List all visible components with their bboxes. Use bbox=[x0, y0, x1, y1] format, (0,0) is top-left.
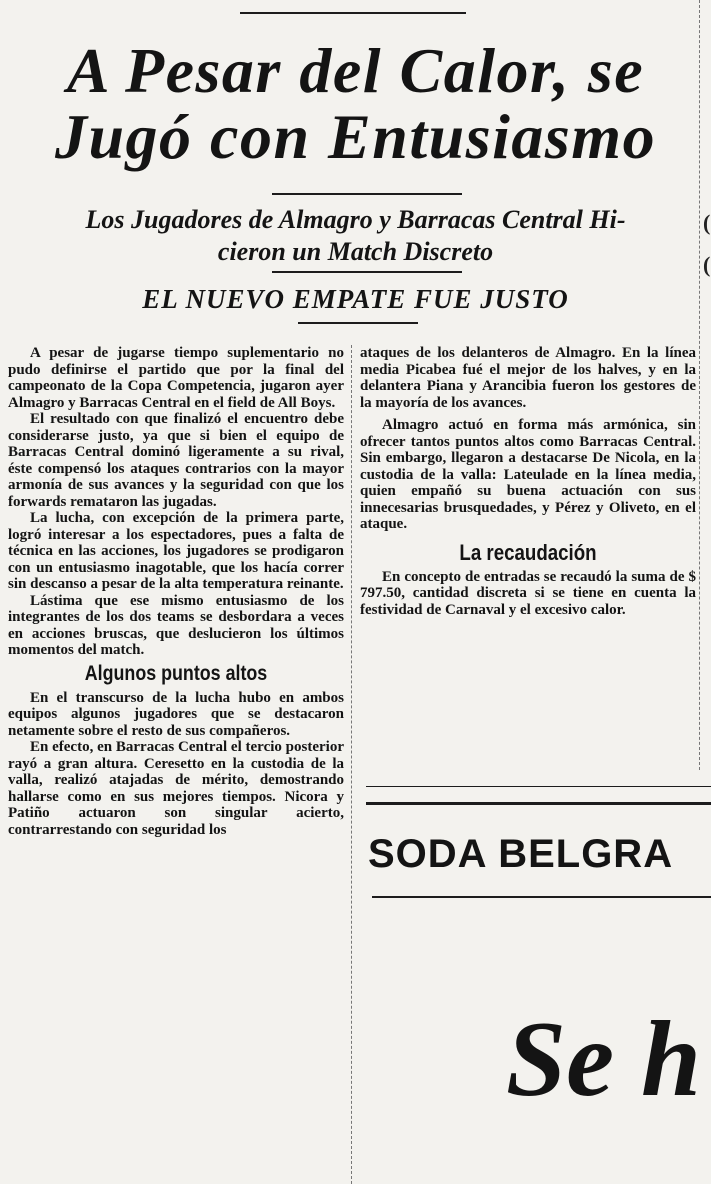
headline-divider bbox=[272, 193, 462, 195]
paragraph: En concepto de entradas se recaudó la suma de $ 797.50, cantidad discreta si se tiene en cuenta la festividad de Carnaval y el excesivo calor. bbox=[360, 568, 696, 618]
deck-headline: EL NUEVO EMPATE FUE JUSTO bbox=[142, 284, 569, 314]
section-heading: Algunos puntos altos bbox=[84, 661, 268, 685]
edge-mark: ( bbox=[703, 252, 711, 277]
paragraph: Almagro actuó en forma más armónica, sin ofrecer tantos puntos altos como Barracas Central. Sin embargo, llegaron a destacarse De Nicola, en la custodia de la valla: Lateulade en la línea media, quien empañó su buena actuación con sus innecesarias brusquedades, y Pérez y Oliveto, en el ataque. bbox=[360, 417, 696, 532]
paragraph: Lástima que ese mismo entusiasmo de los integrantes de los dos teams se desbordara a veces en acciones bruscas, que deslucieron los últimos momentos del match. bbox=[8, 592, 344, 658]
advertisement-title: SODA BELGRA bbox=[368, 832, 674, 876]
paragraph: El resultado con que finalizó el encuentro debe considerarse justo, ya que si bien el equipo de Barracas Central dominó ligeramente a su rival, éste compensó los ataques contrarios con la mayor armonía de sus avances y la seguridad con que los forwards remataron las jugadas. bbox=[8, 411, 344, 510]
top-rule bbox=[240, 12, 466, 14]
article-column-left bbox=[8, 345, 344, 838]
paragraph: En efecto, en Barracas Central el tercio posterior rayó a gran altura. Ceresetto en la custodia de la valla, realizó atajadas de mérito, demostrando hallarse como en sus mejores tiempos. Nicora y Patiño actuaron son singular acierto, contrarrestando con seguridad los bbox=[8, 739, 344, 838]
edge-mark: ( bbox=[703, 210, 711, 235]
advertisement-slogan: Se h bbox=[506, 1000, 702, 1119]
subheadline-line-1: Los Jugadores de Almagro y Barracas Central Hi- bbox=[85, 205, 626, 234]
paragraph: ataques de los delanteros de Almagro. En la línea media Picabea fué el mejor de los halves, y en la delantera Piana y Arancibia fueron los gestores de la mayoría de los avances. bbox=[360, 345, 696, 411]
deck-divider bbox=[298, 322, 418, 324]
subheadline-line-2: cieron un Match Discreto bbox=[217, 237, 494, 266]
article-column-right bbox=[360, 345, 696, 618]
paragraph: A pesar de jugarse tiempo suplementario no pudo definirse el partido que por la final del campeonato de la Copa Competencia, jugaron ayer Almagro y Barracas Central en el field de All Boys. bbox=[8, 345, 344, 411]
advertisement bbox=[360, 800, 711, 1184]
section-heading: La recaudación bbox=[459, 539, 597, 565]
ad-top-rule-thin bbox=[366, 786, 711, 787]
subhead-divider bbox=[272, 271, 462, 273]
paragraph: La lucha, con excepción de la primera parte, logró interesar a los espectadores, pues a falta de técnica en las acciones, los jugadores se prodigaron con un entusiasmo inagotable, que los hacía correr sin descanso a pesar de la alta temperatura reinante. bbox=[8, 510, 344, 592]
headline bbox=[0, 35, 711, 172]
subheadline bbox=[0, 204, 711, 268]
column-divider bbox=[351, 345, 352, 1184]
paragraph: En el transcurso de la lucha hubo en ambos equipos algunos jugadores que se destacaron netamente sobre el resto de sus compañeros. bbox=[8, 689, 344, 739]
headline-line-1: A Pesar del Calor, se bbox=[66, 35, 645, 106]
headline-line-2: Jugó con Entusiasmo bbox=[54, 101, 657, 172]
